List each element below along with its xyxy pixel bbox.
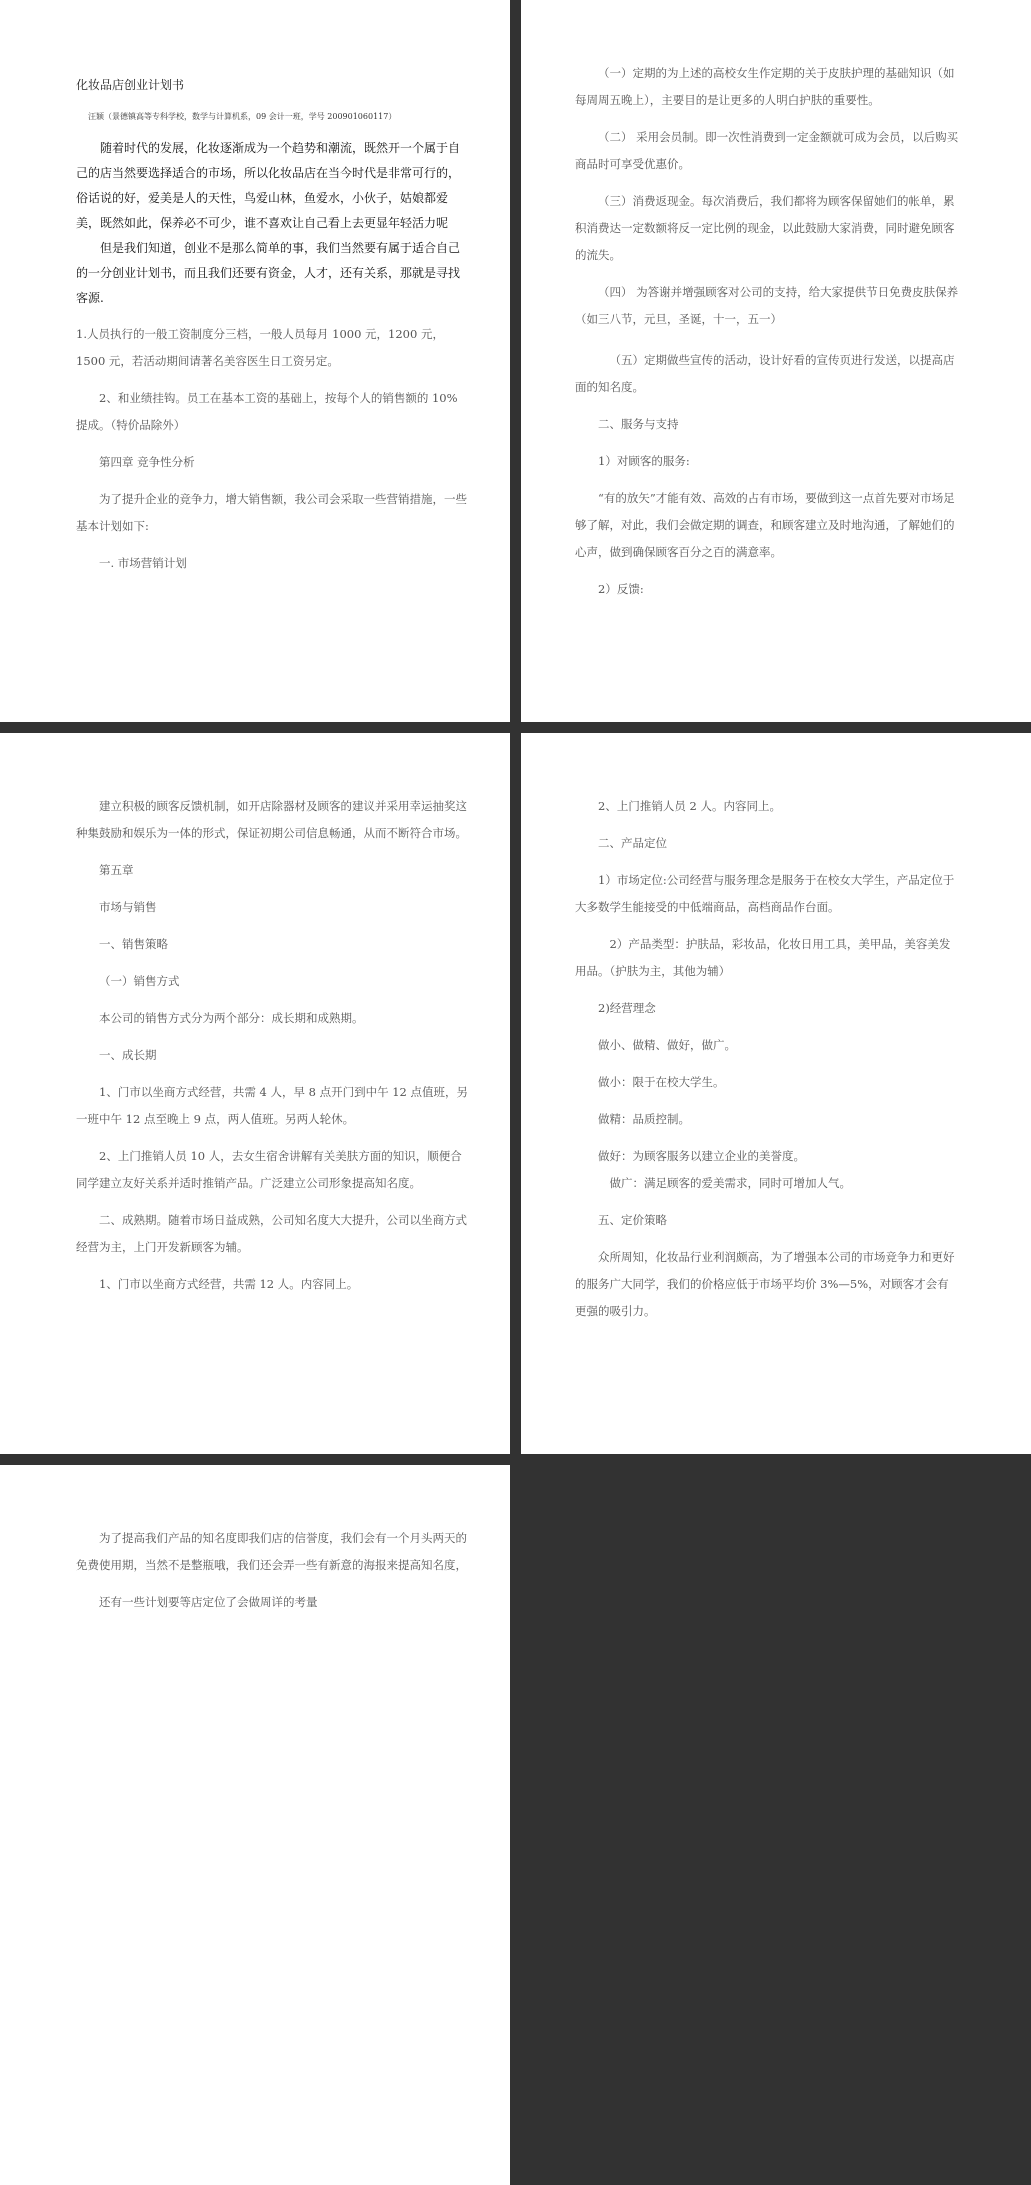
list-item: （三）消费返现金。每次消费后，我们都将为顾客保留她们的帐单，累积消费达一定数额将反一定比例的现金，以此鼓励大家消费，同时避免顾客的流失。: [575, 194, 955, 262]
subsection-heading: 2)经营理念: [598, 1001, 656, 1015]
paragraph: 二、成熟期。随着市场日益成熟，公司知名度大大提升，公司以坐商方式经营为主，上门开发新顾客为辅。: [76, 1213, 467, 1254]
subsection-heading: 1）对顾客的服务:: [598, 454, 690, 468]
list-item: （一）定期的为上述的高校女生作定期的关于皮肤护理的基础知识（如每周周五晚上），主要目的是让更多的人明白护肤的重要性。: [575, 66, 955, 107]
document-page-3: [0, 733, 510, 1454]
paragraph: 做小、做精、做好，做广。: [598, 1038, 736, 1052]
paragraph: 2）产品类型：护肤品，彩妆品，化妆日用工具，美甲品，美容美发用品。（护肤为主，其他为辅）: [575, 937, 951, 978]
document-page-1: [0, 0, 510, 722]
paragraph: 2、上门推销人员 10 人，去女生宿舍讲解有关美肤方面的知识，顺便合同学建立友好关系并适时推销产品。广泛建立公司形象提高知名度。: [76, 1149, 462, 1190]
intro-paragraph: 随着时代的发展，化妆逐渐成为一个趋势和潮流，既然开一个属于自己的店当然要选择适合的市场，所以化妆品店在当今时代是非常可行的，俗话说的好，爱美是人的天性，鸟爱山林，鱼爱水，小伙子，姑娘都爱美，既然如此，保养必不可少，谁不喜欢让自己看上去更显年轻活力呢: [76, 141, 461, 230]
paragraph: 做小：限于在校大学生。: [598, 1075, 725, 1089]
salary-paragraph: 1.人员执行的一般工资制度分三档，一般人员每月 1000 元，1200 元，1500 元，若活动期间请著名美容医生日工资另定。: [76, 327, 444, 368]
subsection-heading: 一、成长期: [99, 1048, 157, 1062]
list-item: （四） 为答谢并增强顾客对公司的支持，给大家提供节日免费皮肤保养（如三八节，元旦，圣诞，十一，五一）: [575, 285, 959, 326]
document-title: 化妆品店创业计划书: [76, 78, 185, 92]
document-page-5: [0, 1465, 510, 2185]
paragraph: 1、门市以坐商方式经营，共需 4 人，早 8 点开门到中午 12 点值班，另一班中午 12 点至晚上 9 点，两人值班。另两人轮休。: [76, 1085, 469, 1126]
section-heading: 二、产品定位: [598, 836, 667, 850]
list-item: （二） 采用会员制。即一次性消费到一定金额就可成为会员，以后购买商品时可享受优惠价。: [575, 130, 959, 171]
subsection-heading: 2）反馈:: [598, 582, 644, 596]
paragraph: 1、门市以坐商方式经营，共需 12 人。内容同上。: [99, 1277, 359, 1291]
commission-paragraph: 2、和业绩挂钩。员工在基本工资的基础上，按每个人的销售额的 10%提成。（特价品除外）: [76, 391, 458, 432]
list-item: （五）定期做些宣传的活动，设计好看的宣传页进行发送，以提高店面的知名度。: [575, 353, 955, 394]
section-heading: 一. 市场营销计划: [99, 556, 187, 570]
paragraph: 建立积极的顾客反馈机制，如开店除器材及顾客的建议并采用幸运抽奖这种集鼓励和娱乐为一体的形式，保证初期公司信息畅通，从而不断符合市场。: [76, 799, 467, 840]
chapter-heading: 第四章 竞争性分析: [99, 455, 195, 469]
author-line: 汪颖（景德镇高等专科学校，数学与计算机系，09 会计一班，学号 200901060117）: [88, 112, 397, 121]
subsection-heading: （一）销售方式: [99, 974, 180, 988]
section-heading: 一、销售策略: [99, 937, 168, 951]
paragraph: 还有一些计划要等店定位了会做周详的考量: [99, 1595, 318, 1609]
chapter-heading: 第五章: [99, 863, 134, 877]
document-page-4: [521, 733, 1031, 1454]
section-heading: 五、定价策略: [598, 1213, 667, 1227]
section-heading: 二、服务与支持: [598, 417, 679, 431]
paragraph: 做广：满足顾客的爱美需求，同时可增加人气。: [609, 1176, 851, 1190]
paragraph: 2、上门推销人员 2 人。内容同上。: [598, 799, 781, 813]
paragraph: 做精：品质控制。: [598, 1112, 690, 1126]
paragraph: 为了提升企业的竞争力，增大销售额，我公司会采取一些营销措施，一些基本计划如下:: [76, 492, 467, 533]
paragraph: 1）市场定位:公司经营与服务理念是服务于在校女大学生，产品定位于大多数学生能接受的中低端商品，高档商品作台面。: [575, 873, 955, 914]
paragraph: “有的放矢”才能有效、高效的占有市场，要做到这一点首先要对市场足够了解，对此，我们会做定期的调查，和顾客建立及时地沟通，了解她们的心声，做到确保顾客百分之百的满意率。: [575, 491, 955, 559]
chapter-title: 市场与销售: [99, 900, 157, 914]
document-page-2: [521, 0, 1031, 722]
intro-paragraph-2: 但是我们知道，创业不是那么简单的事，我们当然要有属于适合自己的一分创业计划书，而且我们还要有资金，人才，还有关系，那就是寻找客源.: [76, 241, 461, 305]
paragraph: 本公司的销售方式分为两个部分：成长期和成熟期。: [99, 1011, 364, 1025]
paragraph: 为了提高我们产品的知名度即我们店的信誉度，我们会有一个月头两天的免费使用期，当然不是整瓶哦，我们还会弄一些有新意的海报来提高知名度，: [76, 1531, 467, 1572]
paragraph: 众所周知，化妆品行业利润颇高，为了增强本公司的市场竞争力和更好的服务广大同学，我们的价格应低于市场平均价 3%—5%，对顾客才会有更强的吸引力。: [575, 1250, 955, 1318]
paragraph: 做好：为顾客服务以建立企业的美誉度。: [598, 1149, 805, 1163]
